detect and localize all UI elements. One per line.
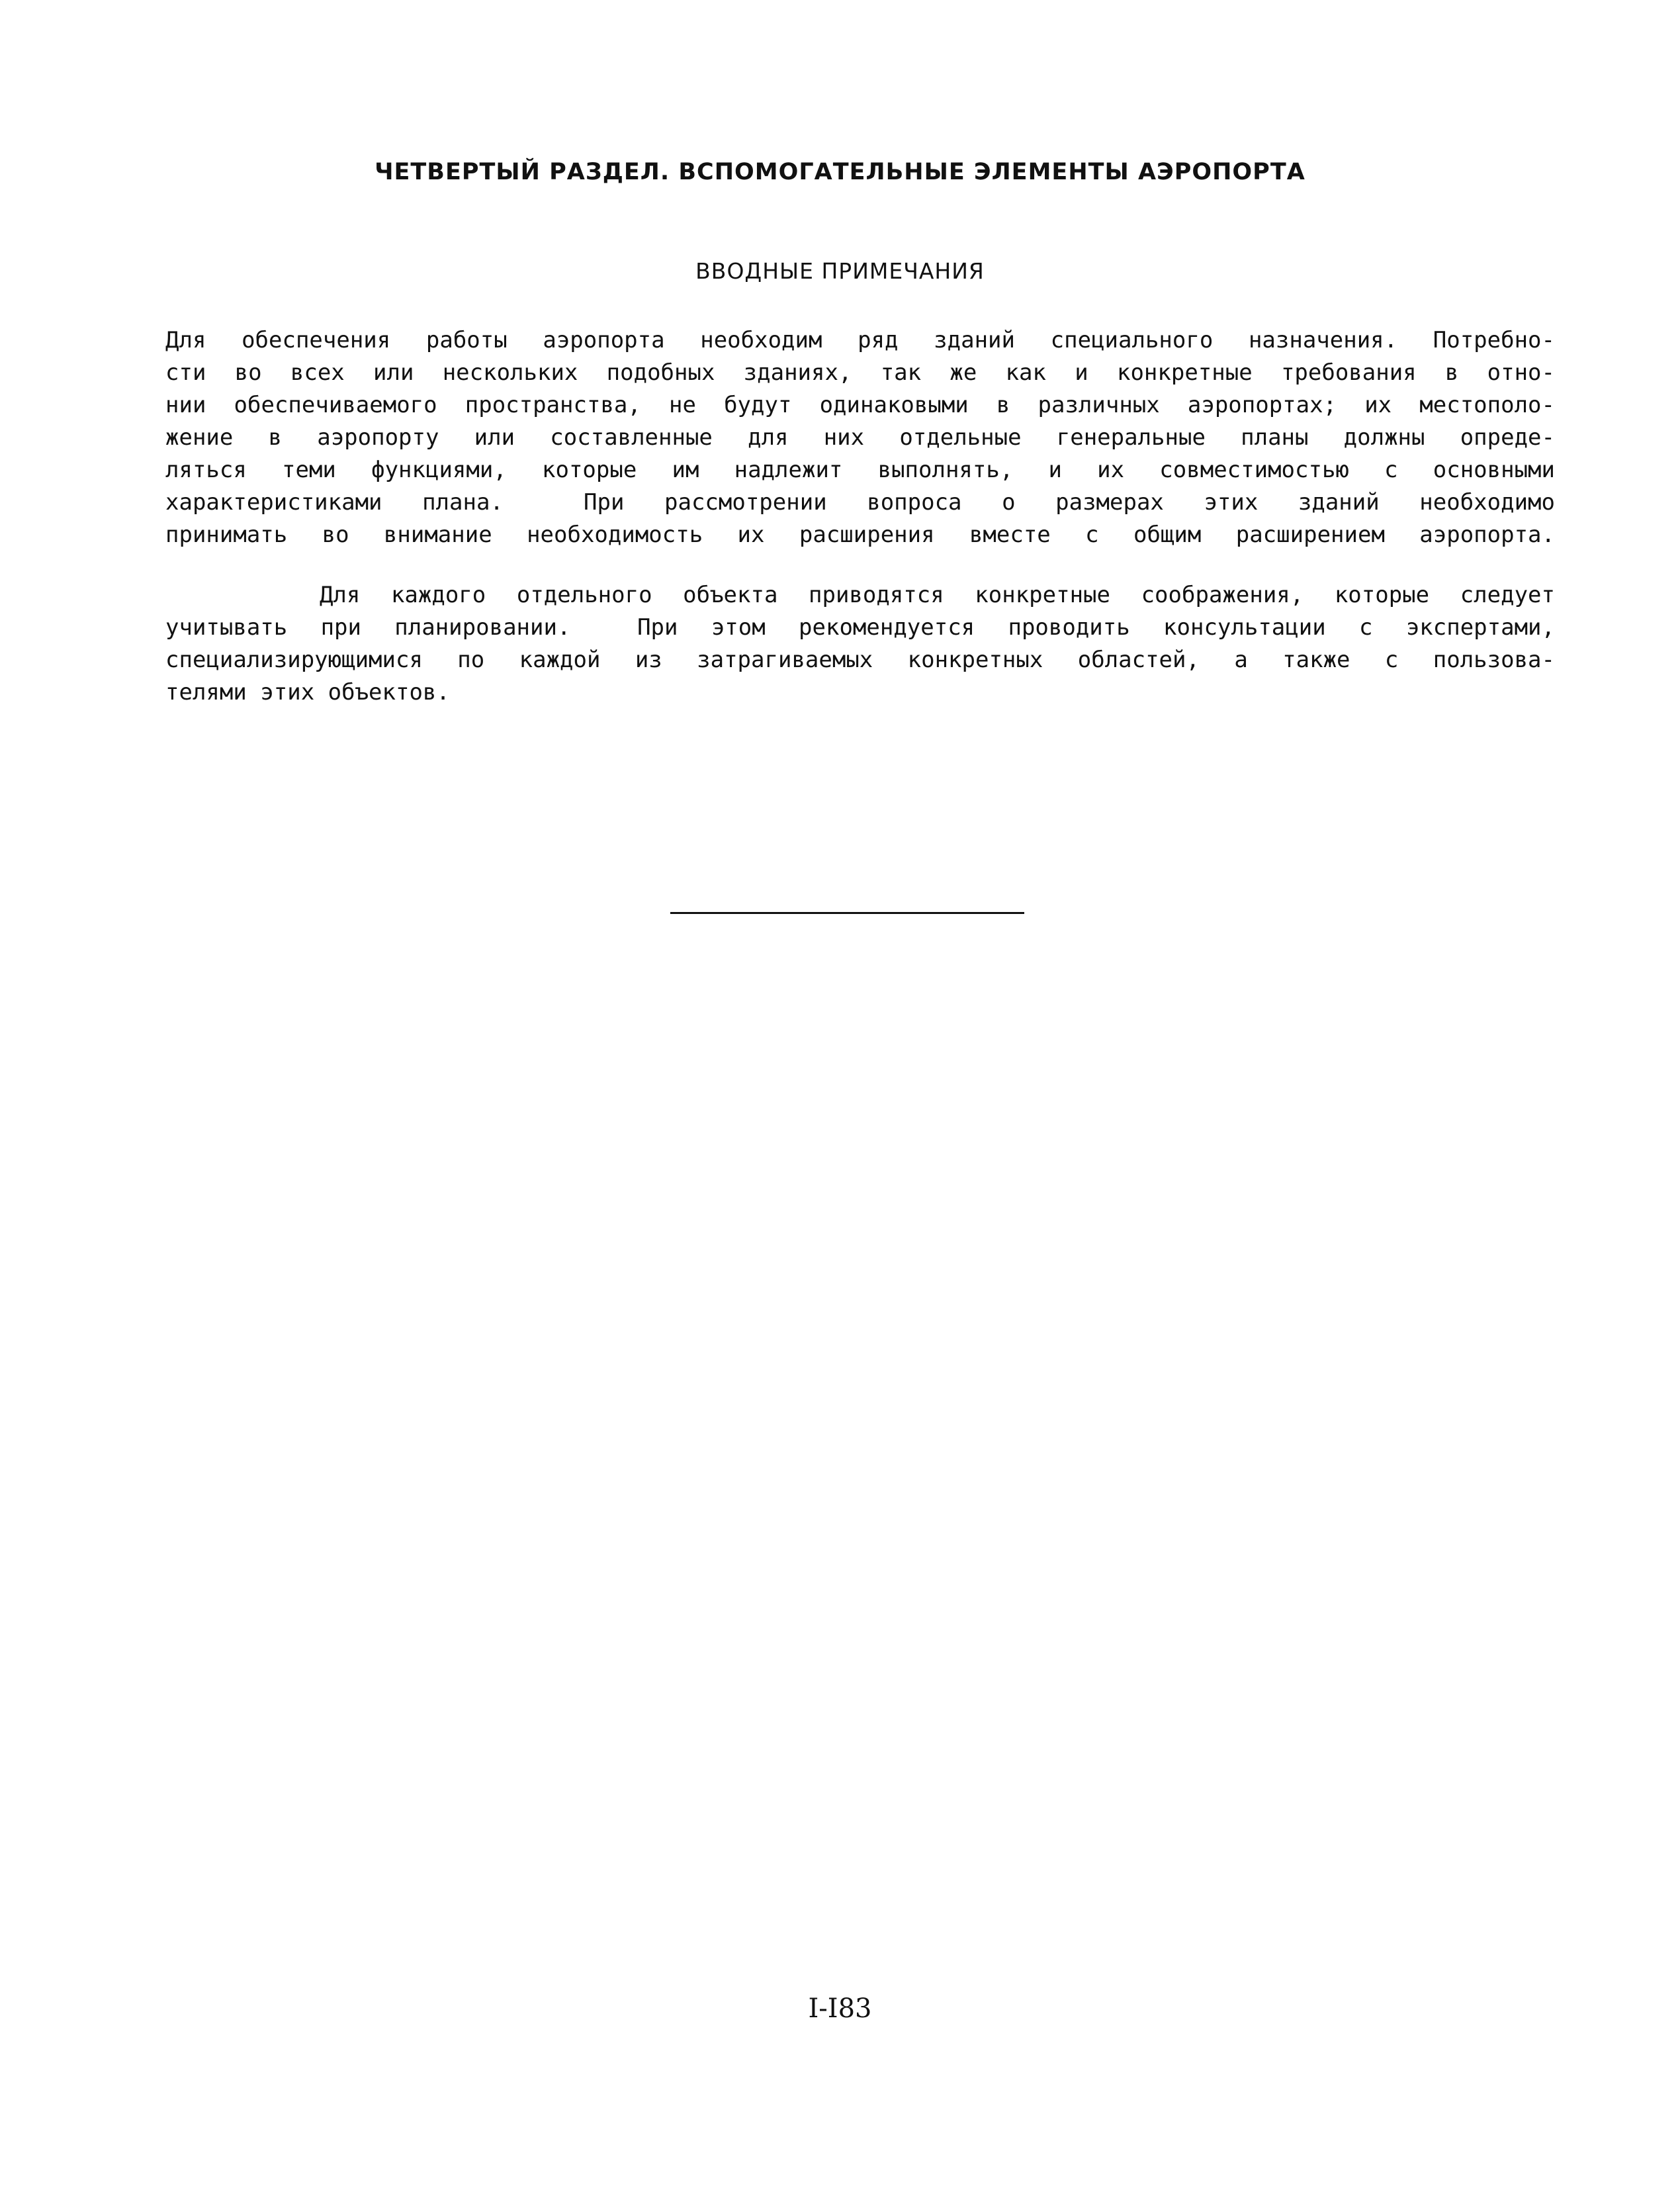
- page-number: I-I83: [808, 1993, 872, 2024]
- section-title: ЧЕТВЕРТЫЙ РАЗДЕЛ. ВСПОМОГАТЕЛЬНЫЕ ЭЛЕМЕНТЫ АЭРОПОРТА: [375, 159, 1305, 185]
- paragraph-line: сти во всех или нескольких подобных зданиях, так же как и конкретные требования в отно-: [165, 359, 1555, 386]
- paragraph-line: ляться теми функциями, которые им надлежит выполнять, и их совместимостью с основными: [165, 457, 1555, 483]
- paragraph-line: Для обеспечения работы аэропорта необходим ряд зданий специального назначения. Потребно-: [165, 327, 1555, 353]
- paragraph-line: характеристиками плана. При рассмотрении вопроса о размерах этих зданий необходимо: [165, 489, 1555, 516]
- section-divider: [670, 912, 1024, 914]
- paragraph-line: специализирующимися по каждой из затрагиваемых конкретных областей, а также с пользова-: [165, 647, 1555, 673]
- paragraph-line: жение в аэропорту или составленные для них отдельные генеральные планы должны опреде-: [165, 424, 1555, 451]
- paragraph-considerations: [165, 579, 1555, 709]
- paragraph-intro: [165, 324, 1555, 551]
- paragraph-line: телями этих объектов.: [165, 679, 450, 706]
- paragraph-line: принимать во внимание необходимость их расширения вместе с общим расширением аэропорта.: [165, 522, 1555, 548]
- paragraph-line: Для каждого отдельного объекта приводятся конкретные соображения, которые следует: [165, 582, 1555, 608]
- subtitle: ВВОДНЫЕ ПРИМЕЧАНИЯ: [695, 258, 985, 284]
- paragraph-line: учитывать при планировании. При этом рекомендуется проводить консультации с экспертами,: [165, 614, 1555, 641]
- paragraph-line: нии обеспечиваемого пространства, не будут одинаковыми в различных аэропортах; их местополо-: [165, 392, 1555, 418]
